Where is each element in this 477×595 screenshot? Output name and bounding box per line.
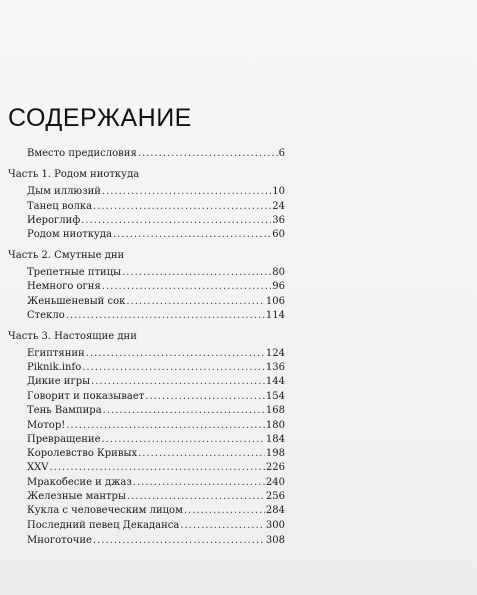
toc-entry xyxy=(27,376,285,388)
toc-entry-page: 24 xyxy=(272,201,285,212)
toc-entry-page: 226 xyxy=(265,462,285,473)
toc-entry xyxy=(27,215,285,227)
toc-entry-label: Египтянин xyxy=(27,348,85,359)
toc-entry-page: 300 xyxy=(265,520,285,531)
toc-leader-dots xyxy=(86,348,265,360)
toc-leader-dots xyxy=(93,201,271,213)
toc-entry xyxy=(27,229,285,241)
toc-entry-page: 124 xyxy=(265,348,285,359)
part-heading-3: Часть 3. Настоящие дни xyxy=(8,331,137,342)
toc-entry xyxy=(27,362,285,374)
toc-entry-label: Мракобесие и джаз xyxy=(27,477,132,488)
toc-entry-label: XXV xyxy=(27,462,49,473)
toc-entry-label: Королевство Кривых xyxy=(27,448,138,459)
toc-entry-page: 114 xyxy=(265,310,285,321)
toc-entry-page: 144 xyxy=(265,376,285,387)
toc-entry-label: Немного огня xyxy=(27,281,101,292)
toc-entry xyxy=(27,491,285,503)
toc-entry-page: 256 xyxy=(265,491,285,502)
toc-leader-dots xyxy=(145,391,265,403)
toc-entry xyxy=(27,405,285,417)
toc-entry xyxy=(27,505,285,517)
toc-entry xyxy=(27,310,285,322)
toc-entry-label: Иероглиф xyxy=(27,215,81,226)
toc-entry xyxy=(27,267,285,279)
toc-leader-dots xyxy=(133,477,265,489)
toc-entry-page: 198 xyxy=(265,448,285,459)
toc-entry-label: Мотор! xyxy=(27,420,66,431)
toc-leader-dots xyxy=(122,267,271,279)
toc-entry xyxy=(27,462,285,474)
toc-leader-dots xyxy=(93,535,265,547)
toc-entry-label: Кукла с человеческим лицом xyxy=(27,505,183,516)
toc-entry-label: Танец волка xyxy=(27,201,93,212)
toc-leader-dots xyxy=(126,296,265,308)
toc-leader-dots xyxy=(113,229,271,241)
toc-entry-page: 168 xyxy=(265,405,285,416)
toc-entry-label: Многоточие xyxy=(27,535,92,546)
toc-leader-dots xyxy=(138,148,278,160)
toc-entry-label: Женьшеневый сок xyxy=(27,296,126,307)
toc-entry-label: Трепетные птицы xyxy=(27,267,122,278)
toc-entry xyxy=(27,535,285,547)
toc-leader-dots xyxy=(127,491,265,503)
toc-entry xyxy=(27,420,285,432)
toc-leader-dots xyxy=(102,281,271,293)
toc-entry xyxy=(27,477,285,489)
toc-leader-dots xyxy=(49,462,264,474)
toc-leader-dots xyxy=(102,434,265,446)
toc-leader-dots xyxy=(82,362,265,374)
toc-entry-page: 180 xyxy=(265,420,285,431)
toc-entry-label: Дым иллюзий xyxy=(27,186,101,197)
toc-entry-label: Превращение xyxy=(27,434,101,445)
toc-entry-label: Дикие игры xyxy=(27,376,91,387)
toc-leader-dots xyxy=(180,520,265,532)
toc-entry-page: 36 xyxy=(272,215,285,226)
toc-entry xyxy=(27,348,285,360)
toc-entry-page: 80 xyxy=(272,267,285,278)
toc-entry xyxy=(27,520,285,532)
toc-entry-label: Piknik.info xyxy=(27,362,82,373)
toc-entry-label: Стекло xyxy=(27,310,65,321)
toc-entry-label: Тень Вампира xyxy=(27,405,102,416)
toc-entry xyxy=(27,296,285,308)
toc-entry-preface xyxy=(27,148,285,160)
toc-entry-page: 106 xyxy=(265,296,285,307)
toc-entry-label: Вместо предисловия xyxy=(27,148,137,159)
toc-entry-page: 136 xyxy=(265,362,285,373)
part-heading-2: Часть 2. Смутные дни xyxy=(8,250,125,261)
toc-entry-label: Говорит и показывает xyxy=(27,391,145,402)
toc-entry xyxy=(27,201,285,213)
toc-leader-dots xyxy=(184,505,265,517)
toc-entry xyxy=(27,186,285,198)
toc-entry xyxy=(27,448,285,460)
toc-entry-page: 154 xyxy=(265,391,285,402)
toc-entry-label: Железные мантры xyxy=(27,491,126,502)
toc-leader-dots xyxy=(81,215,271,227)
toc-entry xyxy=(27,391,285,403)
toc-entry xyxy=(27,434,285,446)
toc-entry-page: 184 xyxy=(265,434,285,445)
toc-entry-label: Родом ниоткуда xyxy=(27,229,113,240)
toc-leader-dots xyxy=(138,448,265,460)
toc-entry-page: 308 xyxy=(265,535,285,546)
toc-leader-dots xyxy=(103,405,265,417)
toc-leader-dots xyxy=(66,420,265,432)
page-title: СОДЕРЖАНИЕ xyxy=(8,104,192,132)
toc-entry-label: Последний певец Декаданса xyxy=(27,520,180,531)
toc-entry-page: 284 xyxy=(265,505,285,516)
toc-leader-dots xyxy=(102,186,271,198)
toc-leader-dots xyxy=(66,310,265,322)
toc-leader-dots xyxy=(91,376,265,388)
toc-entry-page: 6 xyxy=(278,148,285,159)
toc-entry-page: 96 xyxy=(272,281,285,292)
toc-entry-page: 60 xyxy=(272,229,285,240)
toc-entry-page: 240 xyxy=(265,477,285,488)
toc-entry-page: 10 xyxy=(272,186,285,197)
toc-entry xyxy=(27,281,285,293)
part-heading-1: Часть 1. Родом ниоткуда xyxy=(8,169,140,180)
